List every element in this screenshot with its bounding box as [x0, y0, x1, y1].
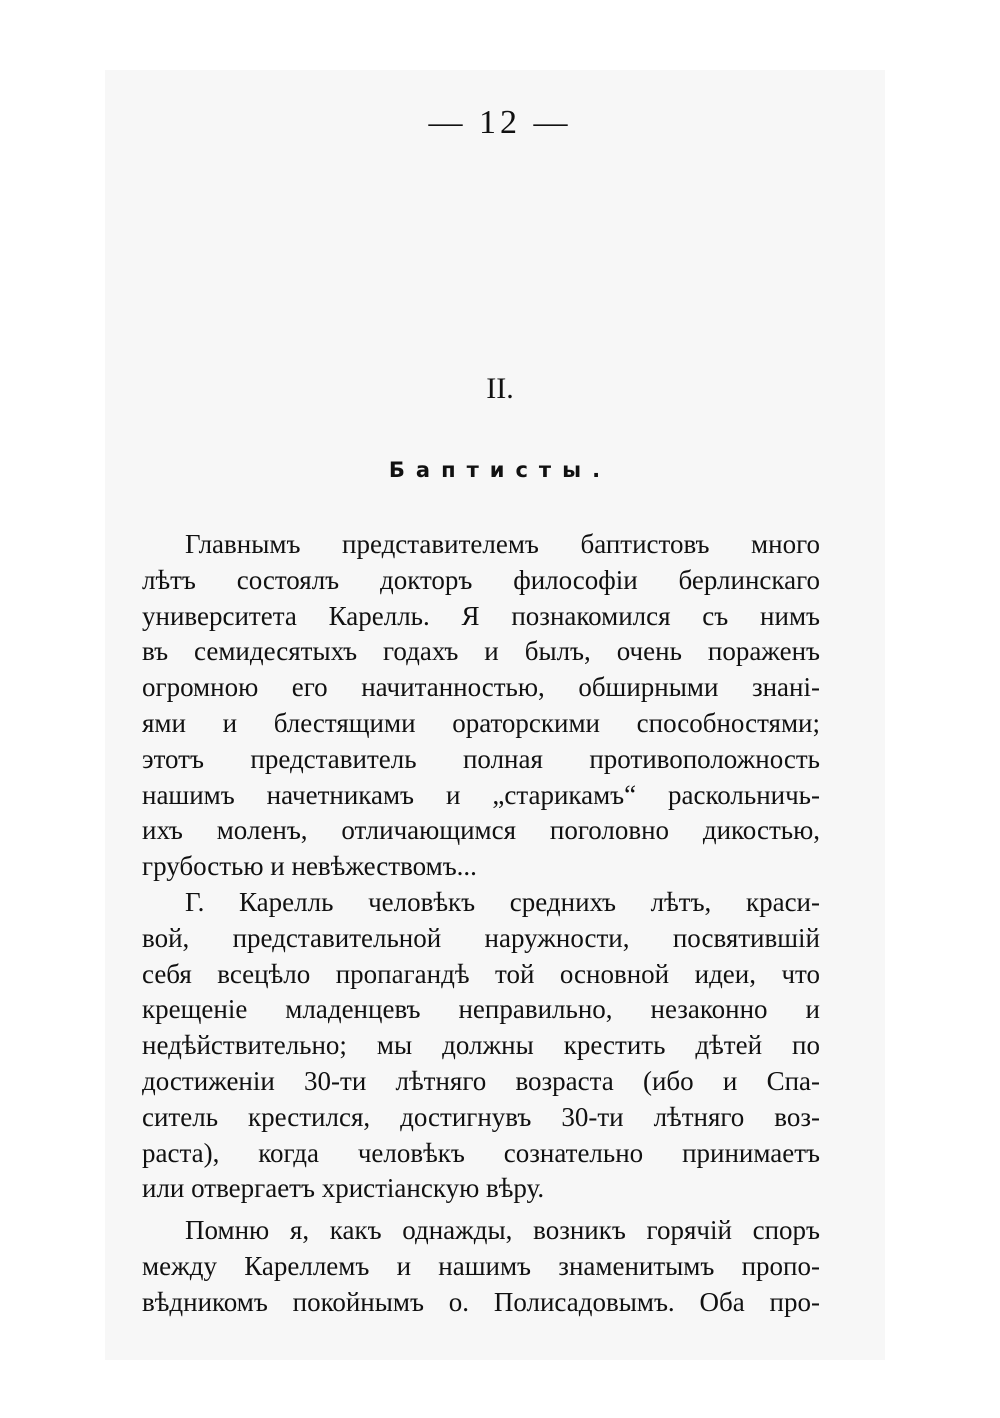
text-line: достиженіи 30-ти лѣтняго возраста (ибо и Спа-: [142, 1065, 820, 1096]
text-line: Главнымъ представителемъ баптистовъ много: [185, 529, 820, 559]
text-line: недѣйствительно; мы должны крестить дѣтей по: [142, 1030, 820, 1061]
text-line: Помню я, какъ однажды, возникъ горячій споръ: [185, 1215, 820, 1246]
text-line: себя всецѣло пропагандѣ той основной идеи, что: [142, 958, 820, 989]
text-line: ситель крестился, достигнувъ 30-ти лѣтняго воз-: [142, 1101, 820, 1132]
text-line: между Кареллемъ и нашимъ знаменитымъ пропо-: [142, 1250, 820, 1281]
text-line: огромною его начитанностью, обширными знані-: [142, 672, 820, 703]
text-line: или отвергаетъ христіанскую вѣру.: [142, 1173, 545, 1204]
text-line: ихъ моленъ, отличающимся поголовно дикостью,: [142, 815, 820, 846]
text-line: вой, представительной наружности, посвятившій: [142, 922, 820, 953]
text-line: ями и блестящими ораторскими способностями;: [142, 707, 820, 738]
text-line: грубостью и невѣжествомъ...: [142, 851, 477, 882]
paragraph: [142, 885, 820, 1207]
text-line: крещеніе младенцевъ неправильно, незаконно и: [142, 994, 820, 1025]
text-line: раста), когда человѣкъ сознательно принимаетъ: [142, 1137, 820, 1168]
chapter-title: Баптисты.: [388, 458, 612, 482]
chapter-number: II.: [486, 372, 514, 405]
text-line: вѣдникомъ покойнымъ о. Полисадовымъ. Оба про-: [142, 1286, 820, 1317]
body-text: [142, 527, 820, 1321]
page-number: — 12 —: [428, 104, 572, 141]
paragraph: [142, 1213, 820, 1320]
text-line: нашимъ начетникамъ и „старикамъ“ раскольничь-: [142, 779, 820, 810]
paragraph: [142, 527, 820, 885]
text-line: лѣтъ состоялъ докторъ философіи берлинскаго: [142, 564, 820, 595]
text-line: университета Карелль. Я познакомился съ нимъ: [142, 600, 820, 631]
text-line: этотъ представитель полная противоположность: [142, 743, 820, 774]
text-line: въ семидесятыхъ годахъ и былъ, очень пораженъ: [142, 636, 820, 667]
text-line: Г. Карелль человѣкъ среднихъ лѣтъ, краси-: [185, 886, 820, 917]
